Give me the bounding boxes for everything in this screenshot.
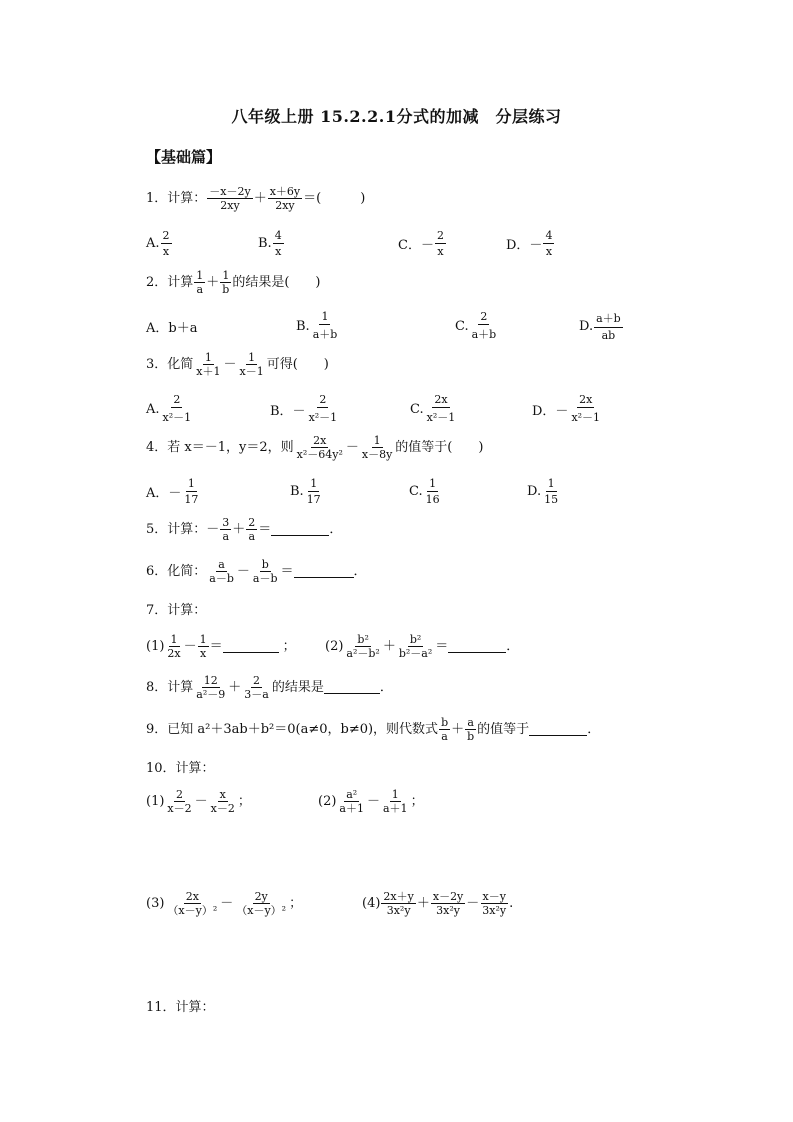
denominator: a＋1 [383, 802, 408, 815]
fraction [435, 229, 446, 258]
fraction [246, 517, 257, 542]
numerator: b² [409, 633, 422, 646]
question-prefix: 7．计算： [146, 603, 207, 618]
numerator: b [261, 558, 269, 571]
question-prefix: 2．计算 [146, 275, 194, 290]
fraction [161, 393, 194, 425]
denominator: x [545, 245, 553, 258]
denominator: x²－64y² [296, 448, 343, 461]
question-prefix: 10．计算： [146, 761, 215, 776]
fraction [209, 789, 237, 814]
numerator: 2 [253, 674, 261, 687]
equals: ＝ [209, 639, 223, 654]
option-label: D．－ [506, 238, 543, 253]
numerator: 1 [391, 788, 399, 801]
question-prefix: 5．计算：－ [146, 522, 220, 537]
fraction [238, 352, 266, 377]
question-prefix: 6．化简： [146, 564, 207, 579]
denominator: 3x²y [482, 904, 507, 917]
operator: ＋ [206, 275, 220, 290]
operator: － [236, 564, 250, 579]
fraction [424, 477, 442, 506]
question-3 [146, 352, 329, 377]
operator: ＋ [253, 191, 267, 206]
result-text: 的值等于 [477, 722, 530, 737]
denominator: x²－1 [426, 411, 456, 424]
numerator: 1 [199, 633, 207, 646]
answer-paren: ＝( ) [303, 191, 366, 206]
operator: － [223, 357, 237, 372]
question-1 [146, 186, 365, 211]
numerator: 2 [319, 393, 327, 406]
denominator: 3x²y [436, 904, 460, 917]
option-label: C．－ [398, 238, 434, 253]
denominator: x－1 [239, 365, 264, 378]
period: ． [587, 722, 601, 737]
numerator: －x－2y [209, 185, 251, 198]
numerator: 2 [480, 310, 488, 323]
operator: ＋ [232, 522, 246, 537]
denominator: x²－1 [571, 411, 601, 424]
question-7-part-1 [146, 634, 296, 659]
option-label: A．－ [146, 486, 182, 501]
numerator: 1 [547, 477, 555, 490]
question-prefix: 8．计算 [146, 680, 194, 695]
fraction [251, 559, 280, 584]
denominator: a＋b [471, 328, 497, 341]
question-10-part-4 [362, 891, 513, 916]
fraction [344, 634, 381, 659]
part-label: (4) [362, 896, 381, 911]
semicolon: ； [289, 896, 303, 911]
option-b [270, 393, 340, 425]
option-a [146, 477, 201, 506]
option-label: D. [579, 318, 594, 334]
numerator: a² [346, 788, 358, 801]
operator: ＋ [228, 680, 242, 695]
denominator: x [200, 647, 207, 660]
fraction [194, 352, 222, 377]
option-c [398, 229, 447, 258]
denominator: （x－y）² [236, 904, 287, 917]
denominator: b [467, 730, 475, 743]
fraction [242, 675, 271, 700]
operator: － [345, 440, 359, 455]
fraction [234, 891, 288, 916]
denominator: 16 [425, 493, 440, 506]
numerator: b² [357, 633, 369, 646]
numerator: a [218, 558, 225, 571]
denominator: a [248, 530, 256, 543]
period: ． [379, 680, 393, 695]
option-label: B. [258, 236, 272, 251]
semicolon: ； [237, 794, 251, 809]
question-10 [146, 762, 215, 775]
numerator: 1 [170, 633, 178, 646]
equals: ＝ [280, 564, 294, 579]
option-label: B. [296, 318, 310, 334]
fraction [182, 477, 200, 506]
question-9 [146, 717, 600, 742]
denominator: 3x²y [386, 904, 411, 917]
denominator: x²－1 [308, 411, 338, 424]
operator: ＋ [416, 896, 430, 911]
option-label: D. [527, 484, 542, 499]
answer-paren: 可得( ) [266, 357, 329, 372]
answer-blank[interactable] [271, 523, 329, 536]
denominator: x [162, 245, 170, 258]
equals: ＝ [258, 522, 272, 537]
question-prefix: 11．计算： [146, 1000, 215, 1015]
period: ． [353, 564, 367, 579]
denominator: a [441, 730, 448, 743]
option-c [409, 477, 443, 506]
numerator: 1 [373, 434, 381, 447]
option-d [532, 393, 603, 425]
numerator: 2x [185, 890, 199, 903]
numerator: 4 [274, 229, 282, 242]
section-heading: 【基础篇】 [146, 148, 222, 166]
answer-blank[interactable] [324, 681, 380, 694]
fraction [381, 789, 410, 814]
fraction [268, 186, 302, 211]
numerator: x [219, 788, 226, 801]
denominator: x [275, 245, 282, 258]
option-a [146, 317, 197, 336]
answer-blank[interactable] [448, 640, 506, 653]
operator: ＋ [382, 639, 396, 654]
part-label: (3) [146, 896, 165, 911]
denominator: a＋b [312, 328, 338, 341]
numerator: 2 [248, 516, 256, 529]
fraction [439, 717, 450, 742]
option-label: C. [409, 484, 423, 499]
denominator: 2x [167, 647, 181, 660]
fraction [594, 310, 623, 342]
fraction [381, 891, 415, 916]
option-d [527, 477, 561, 506]
numerator: x－2y [432, 890, 464, 903]
question-prefix: 9．已知 a²＋3ab＋b²＝0(a≠0，b≠0)，则代数式 [146, 722, 439, 737]
denominator: x－2 [167, 802, 192, 815]
fraction [194, 675, 227, 700]
fraction [542, 477, 560, 506]
operator: ＋ [451, 722, 465, 737]
fraction [220, 270, 231, 295]
question-prefix: 1．计算： [146, 191, 207, 206]
option-label: C. [455, 318, 469, 334]
answer-blank[interactable] [529, 723, 587, 736]
period: . [509, 896, 514, 911]
option-label: D．－ [532, 403, 569, 419]
option-a [146, 229, 173, 258]
option-c [455, 310, 499, 342]
fraction [480, 891, 508, 916]
option-d [579, 310, 624, 342]
fraction [311, 310, 340, 342]
numerator: 1 [187, 477, 195, 490]
denominator: a－b [209, 572, 234, 585]
option-b [296, 310, 340, 342]
question-11 [146, 1001, 215, 1014]
part-label: (1) [146, 794, 165, 809]
denominator: 3－a [244, 688, 269, 701]
semicolon: ； [282, 639, 296, 654]
numerator: 1 [248, 351, 256, 364]
fraction [360, 435, 394, 460]
operator: － [183, 639, 197, 654]
numerator: 12 [203, 674, 218, 687]
denominator: 17 [184, 493, 199, 506]
fraction [161, 229, 172, 258]
numerator: 2 [176, 788, 184, 801]
option-b [258, 229, 285, 258]
denominator: b²－a² [398, 647, 433, 660]
answer-paren: 的结果是( ) [232, 275, 321, 290]
denominator: x－2 [210, 802, 235, 815]
numerator: 4 [545, 229, 553, 242]
fraction [307, 393, 340, 425]
fraction [425, 393, 458, 425]
option-a [146, 393, 194, 425]
numerator: 2 [162, 229, 170, 242]
denominator: a＋1 [339, 802, 364, 815]
fraction [465, 717, 476, 742]
question-8 [146, 675, 393, 700]
fraction [207, 186, 252, 211]
fraction [194, 270, 205, 295]
question-2 [146, 270, 321, 295]
fraction [207, 559, 236, 584]
denominator: 15 [544, 493, 559, 506]
numerator: 2x＋y [383, 890, 414, 903]
denominator: b [222, 283, 230, 296]
option-label: C. [410, 401, 424, 417]
result-text: 的结果是 [271, 680, 324, 695]
denominator: a²－9 [196, 688, 226, 701]
numerator: 2x [313, 434, 327, 447]
operator: － [220, 896, 234, 911]
numerator: 2y [254, 890, 268, 903]
question-4 [146, 435, 483, 460]
numerator: 1 [222, 269, 230, 282]
question-7 [146, 604, 206, 617]
fraction [569, 393, 602, 425]
numerator: a＋b [594, 310, 623, 328]
numerator: 2 [436, 229, 444, 242]
fraction [543, 229, 554, 258]
fraction [198, 634, 209, 659]
question-10-part-1 [146, 789, 251, 814]
fraction [273, 229, 284, 258]
denominator: a [222, 530, 230, 543]
operator: － [366, 794, 380, 809]
denominator: x－8y [361, 448, 393, 461]
fraction [305, 477, 323, 506]
numerator: 3 [222, 516, 230, 529]
fraction [295, 435, 345, 460]
part-label: (2) [318, 794, 337, 809]
question-5 [146, 517, 342, 542]
numerator: 1 [204, 351, 212, 364]
fraction [337, 789, 366, 814]
operator: － [194, 794, 208, 809]
denominator: x＋1 [196, 365, 221, 378]
operator: － [466, 896, 480, 911]
answer-blank[interactable] [223, 640, 279, 653]
question-prefix: 3．化简 [146, 357, 194, 372]
fraction [397, 634, 434, 659]
option-label: B. [290, 484, 304, 499]
option-b [290, 477, 324, 506]
fraction [165, 891, 219, 916]
fraction [165, 789, 193, 814]
numerator: 1 [196, 269, 204, 282]
numerator: 2x [434, 393, 448, 406]
numerator: x－y [482, 890, 506, 903]
part-label: (2) [325, 639, 344, 654]
answer-paren: 的值等于( ) [395, 440, 484, 455]
question-10-part-3 [146, 891, 302, 916]
denominator: x [437, 245, 444, 258]
equals: ＝ [435, 639, 449, 654]
option-label: B．－ [270, 403, 306, 419]
fraction [470, 310, 499, 342]
part-label: (1) [146, 639, 165, 654]
question-10-part-2 [318, 789, 424, 814]
numerator: 1 [429, 477, 437, 490]
denominator: 17 [306, 493, 321, 506]
fraction [431, 891, 465, 916]
fraction [220, 517, 231, 542]
option-c [410, 393, 458, 425]
option-label: A. [146, 401, 160, 417]
numerator: x＋6y [269, 185, 301, 198]
page-title: 八年级上册 15.2.2.1分式的加减 分层练习 [231, 107, 562, 126]
period: ． [329, 522, 343, 537]
numerator: 2 [173, 393, 181, 406]
semicolon: ； [410, 794, 424, 809]
numerator: b [441, 716, 449, 729]
question-prefix: 4．若 x＝－1，y＝2，则 [146, 440, 294, 455]
denominator: （x－y）² [167, 904, 218, 917]
question-6 [146, 559, 367, 584]
numerator: 2x [579, 393, 593, 406]
denominator: a－b [252, 572, 278, 585]
numerator: 1 [321, 310, 329, 323]
numerator: a [467, 716, 474, 729]
answer-blank[interactable] [294, 565, 354, 578]
denominator: a [196, 283, 204, 296]
denominator: 2xy [275, 199, 295, 212]
option-label: A．b＋a [146, 321, 198, 336]
denominator: ab [601, 329, 616, 342]
period: ． [506, 639, 520, 654]
numerator: 1 [310, 477, 318, 490]
denominator: 2xy [220, 199, 240, 212]
denominator: a²－b² [346, 647, 380, 660]
option-label: A. [146, 236, 160, 251]
question-7-part-2 [325, 634, 519, 659]
option-d [506, 229, 555, 258]
fraction [165, 634, 182, 659]
denominator: x²－1 [162, 411, 192, 424]
